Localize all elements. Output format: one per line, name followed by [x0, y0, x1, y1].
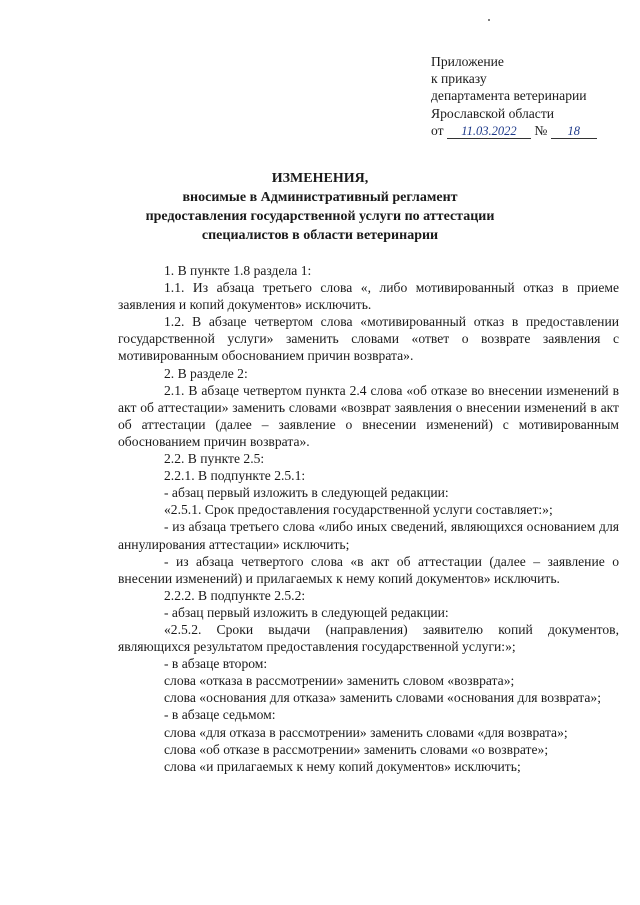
- paragraph: 2.1. В абзаце четвертом пункта 2.4 слова «об отказе во внесении изменений в акт об аттестации» заменить словами «возврат заявления о внесении изменений в акт об аттестации (далее – заявление о внесении изменений) с мотивированным обоснованием причин возврата».: [118, 382, 619, 449]
- paragraph: 2.2.2. В подпункте 2.5.2:: [164, 587, 306, 603]
- annex-block: [431, 53, 631, 139]
- scan-speck: [488, 19, 490, 21]
- paragraph: слова «об отказе в рассмотрении» заменить словами «о возврате»;: [164, 741, 549, 757]
- paragraph: - из абзаца четвертого слова «в акт об аттестации (далее – заявление о внесении изменений) и прилагаемых к нему копий документов» исключить.: [118, 553, 619, 586]
- paragraph: 1.1. Из абзаца третьего слова «, либо мотивированный отказ в приеме заявления и копий документов» исключить.: [118, 280, 619, 313]
- paragraph: 1.2. В абзаце четвертом слова «мотивированный отказ в предоставлении государственной услуги» заменить словами «ответ о возврате заявления с мотивированным обоснованием причин возврата».: [118, 314, 619, 364]
- paragraph: 2. В разделе 2:: [164, 365, 248, 381]
- document-body: [118, 262, 619, 775]
- handwritten-date: 11.03.2022: [447, 124, 531, 139]
- number-sign: №: [534, 122, 548, 138]
- paragraph: 2.2.1. В подпункте 2.5.1:: [164, 468, 306, 484]
- paragraph: - абзац первый изложить в следующей редакции:: [164, 485, 449, 501]
- paragraph: «2.5.2. Сроки выдачи (направления) заявителю копий документов, являющихся результатом предоставления государственной услуги:»;: [118, 621, 619, 655]
- paragraph: слова «основания для отказа» заменить словами «основания для возврата»;: [164, 690, 601, 706]
- annex-line-3: департамента ветеринарии: [431, 88, 587, 104]
- date-prefix: от: [431, 122, 444, 138]
- paragraph: слова «отказа в рассмотрении» заменить словом «возврата»;: [164, 673, 515, 689]
- paragraph: 1. В пункте 1.8 раздела 1:: [164, 263, 312, 278]
- annex-line-4: Ярославской области: [431, 105, 555, 121]
- handwritten-number: 18: [551, 124, 597, 139]
- annex-line-1: Приложение: [431, 54, 504, 69]
- paragraph: слова «для отказа в рассмотрении» заменить словами «для возврата»;: [164, 724, 568, 740]
- paragraph: «2.5.1. Срок предоставления государственной услуги составляет:»;: [164, 502, 553, 518]
- paragraph: - из абзаца третьего слова «либо иных сведений, являющихся основанием для аннулирования аттестации» исключить;: [118, 519, 619, 552]
- title-subheading: вносимые в Административный регламент предоставления государственной услуги по аттестации специалистов в области ветеринарии: [145, 190, 495, 243]
- document-title: [132, 169, 508, 245]
- paragraph: слова «и прилагаемых к нему копий документов» исключить;: [164, 758, 521, 774]
- paragraph: - в абзаце седьмом:: [164, 707, 276, 723]
- title-heading: ИЗМЕНЕНИЯ,: [271, 171, 369, 186]
- paragraph: - в абзаце втором:: [164, 656, 268, 672]
- annex-line-2: к приказу: [431, 71, 487, 87]
- paragraph: - абзац первый изложить в следующей редакции:: [164, 604, 449, 620]
- paragraph: 2.2. В пункте 2.5:: [164, 451, 265, 467]
- annex-date-line: [431, 122, 631, 139]
